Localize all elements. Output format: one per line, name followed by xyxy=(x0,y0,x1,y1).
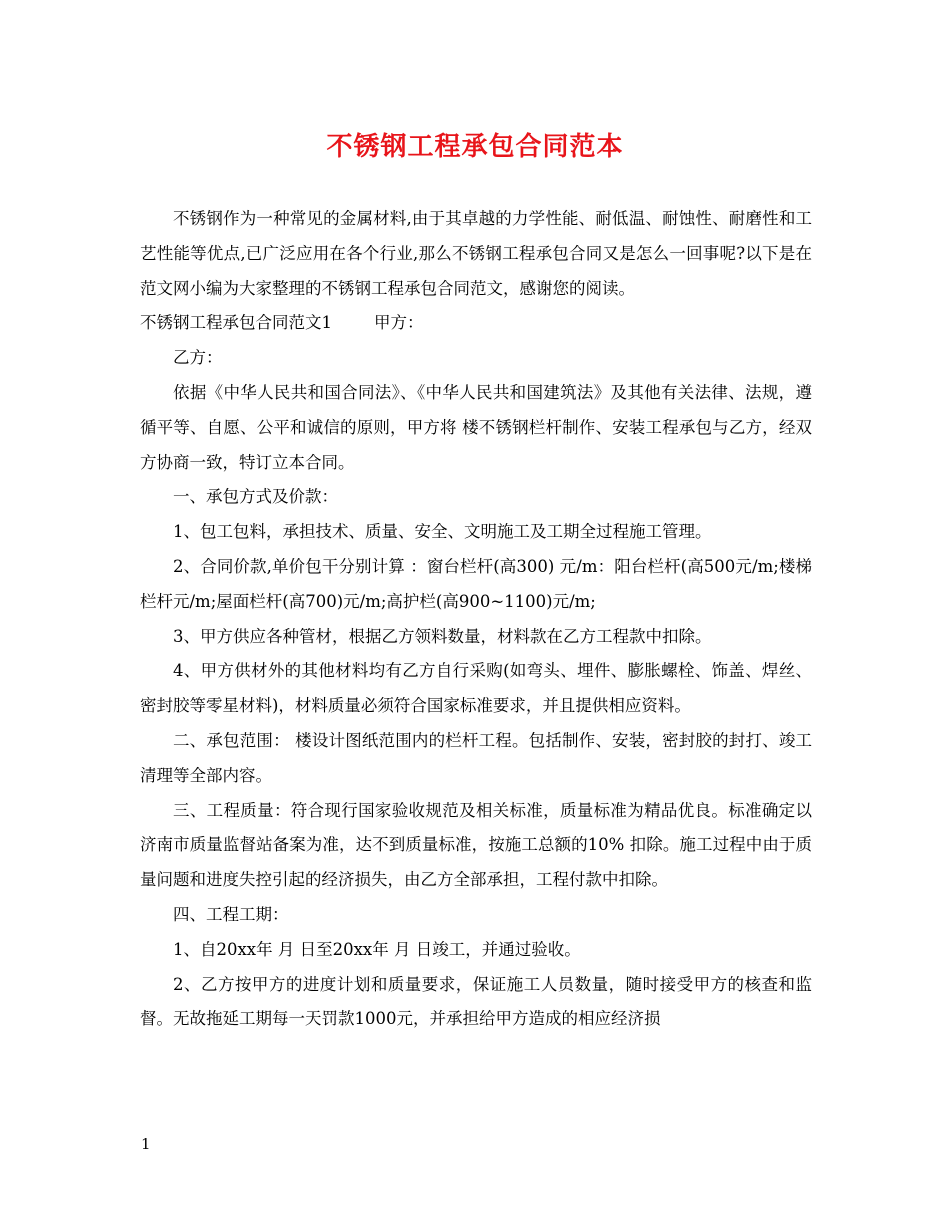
section-3-paragraph: 三、工程质量：符合现行国家验收规范及相关标准，质量标准为精品优良。标准确定以济南市质量监督站备案为准，达不到质量标准，按施工总额的10% 扣除。施工过程中由于质量问题和进度失控引起的经济损失，由乙方全部承担，工程付款中扣除。 xyxy=(140,800,812,890)
basis-paragraph: 依据《中华人民共和国合同法》、《中华人民共和国建筑法》及其他有关法律、法规，遵循平等、自愿、公平和诚信的原则，甲方将 楼不锈钢栏杆制作、安装工程承包与乙方，经双方协商一致，特订立本合同。 xyxy=(140,382,812,472)
party-a-label: 甲方： xyxy=(374,313,424,333)
sample-heading-line xyxy=(140,306,812,341)
section-1-item-3: 3、甲方供应各种管材，根据乙方领料数量，材料款在乙方工程款中扣除。 xyxy=(173,626,712,646)
party-b-label: 乙方： xyxy=(173,348,223,368)
section-1-item-4: 4、甲方供材外的其他材料均有乙方自行采购(如弯头、埋件、膨胀螺栓、饰盖、焊丝、密封胶等零星材料)，材料质量必须符合国家标准要求，并且提供相应资料。 xyxy=(140,661,812,716)
intro-paragraph: 不锈钢作为一种常见的金属材料,由于其卓越的力学性能、耐低温、耐蚀性、耐磨性和工艺性能等优点,已广泛应用在各个行业,那么不锈钢工程承包合同又是怎么一回事呢?以下是在范文网小编为大家整理的不锈钢工程承包合同范文，感谢您的阅读。 xyxy=(140,209,812,298)
document-body xyxy=(140,202,812,1037)
page-number: 1 xyxy=(141,1135,151,1153)
section-1-item-2: 2、合同价款,单价包干分别计算 ：窗台栏杆(高300) 元/m：阳台栏杆(高500元/m;楼梯栏杆元/m;屋面栏杆(高700)元/m;高护栏(高900~1100)元/m; xyxy=(140,556,812,611)
section-1-item-1: 1、包工包料，承担技术、质量、安全、文明施工及工期全过程施工管理。 xyxy=(173,522,712,542)
section-4-item-1: 1、自20xx年 月 日至20xx年 月 日竣工，并通过验收。 xyxy=(173,939,581,959)
section-4-heading: 四、工程工期： xyxy=(173,904,289,924)
section-1-heading: 一、承包方式及价款： xyxy=(173,487,338,507)
document-title: 不锈钢工程承包合同范本 xyxy=(326,132,624,162)
section-2-paragraph: 二、承包范围： 楼设计图纸范围内的栏杆工程。包括制作、安装，密封胶的封打、竣工清理等全部内容。 xyxy=(140,730,812,785)
sample-heading: 不锈钢工程承包合同范文1 xyxy=(140,313,332,333)
section-4-item-2: 2、乙方按甲方的进度计划和质量要求，保证施工人员数量，随时接受甲方的核查和监督。无故拖延工期每一天罚款1000元，并承担给甲方造成的相应经济损 xyxy=(140,974,812,1029)
